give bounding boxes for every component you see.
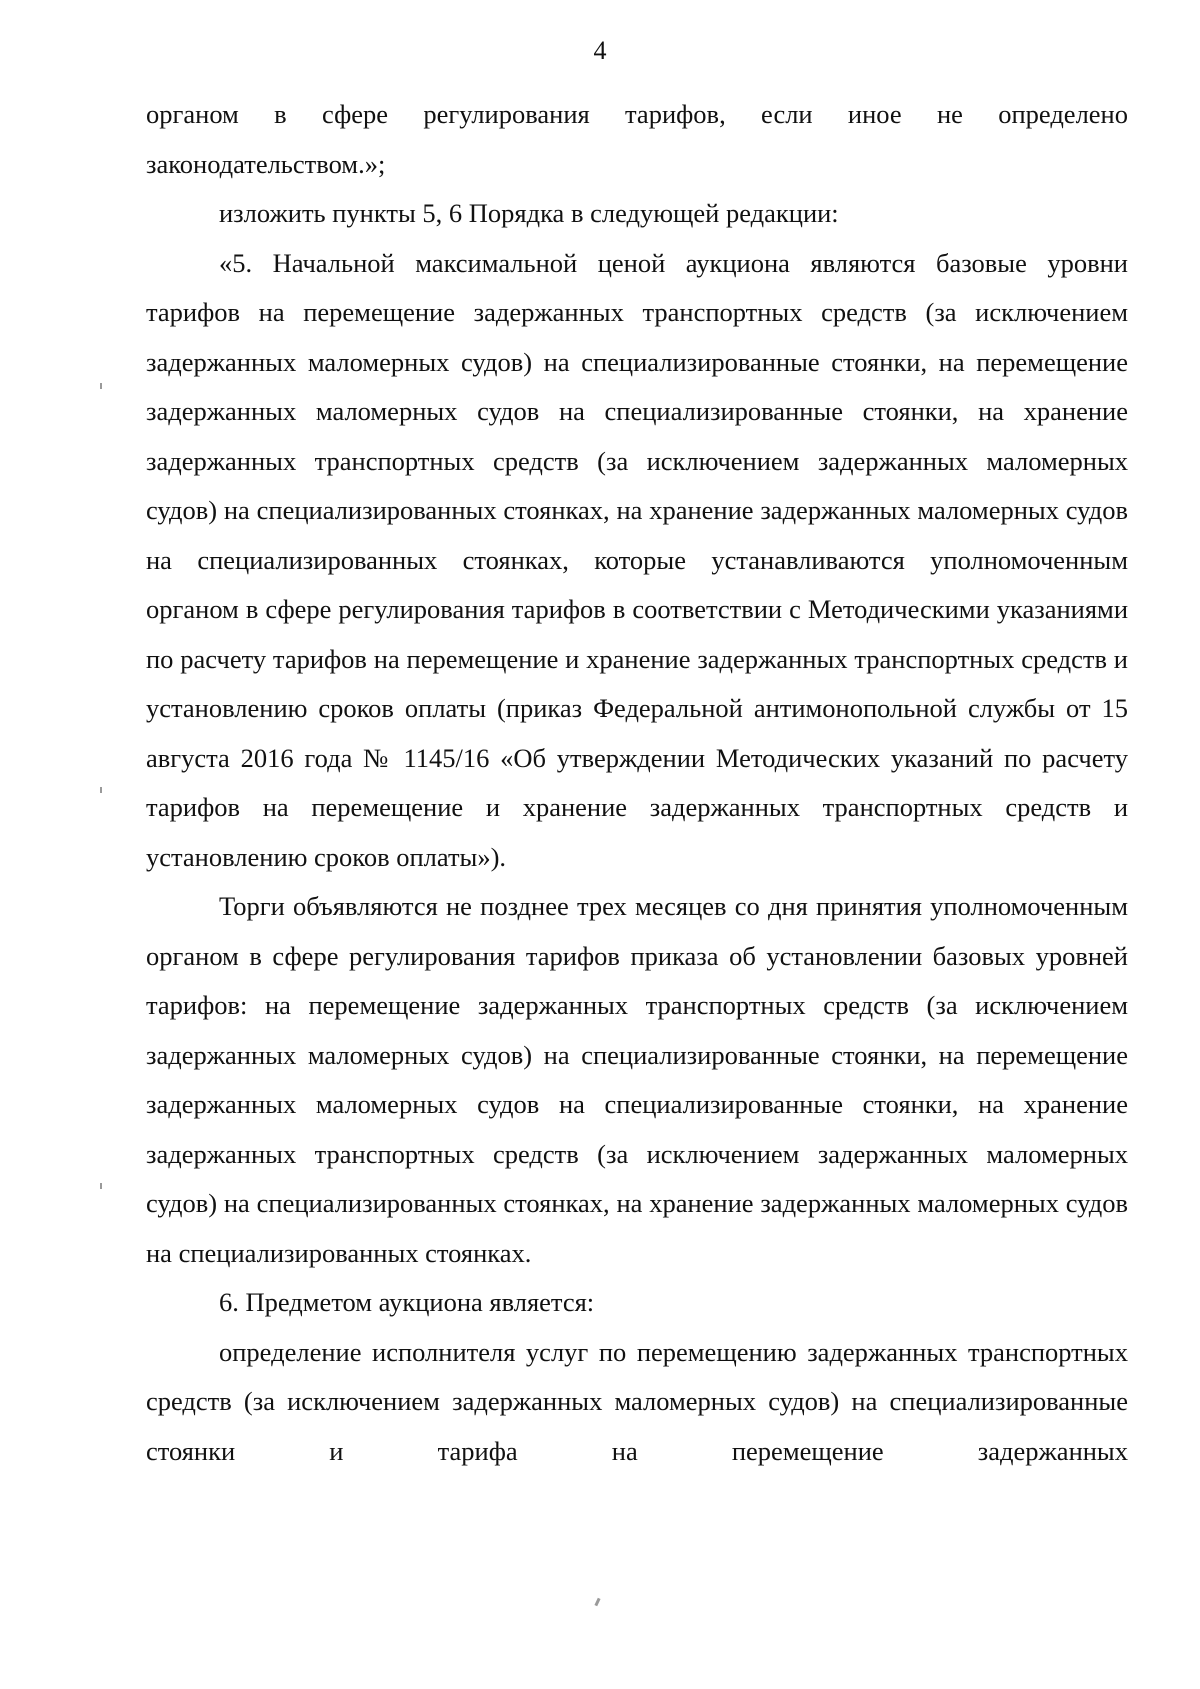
paragraph-auction-subject: определение исполнителя услуг по перемещению задержанных транспортных средств (за исключением задержанных маломерных судов) на специализированные стоянки и тарифа на перемещение задержанных <box>146 1336 1128 1466</box>
paragraph-item-5: «5. Начальной максимальной ценой аукциона являются базовые уровни тарифов на перемещение задержанных транспортных средств (за исключением задержанных маломерных судов) на специализированные стоянки, на перемещение задержанных маломерных судов на специализированные стоянки, на хранение задержанных транспортных средств (за исключением задержанных маломерных судов) на специализированных стоянках, на хранение задержанных маломерных судов на специализированных стоянках, которые устанавливаются уполномоченным органом в сфере регулирования тарифов в соответствии с Методическими указаниями по расчету тарифов на перемещение и хранение задержанных транспортных средств и установлению сроков оплаты (приказ Федеральной антимонопольной службы от 15 августа 2016 года № 1145/16 «Об утверждении Методических указаний по расчету тарифов на перемещение и хранение задержанных транспортных средств и установлению сроков оплаты»). <box>146 247 1128 872</box>
paragraph-continuation: органом в сфере регулирования тарифов, если иное не определено законодательством.»; <box>146 99 1128 179</box>
scan-footer-mark <box>594 1598 600 1607</box>
scan-margin-mark <box>100 787 102 793</box>
scan-margin-mark <box>100 1183 102 1189</box>
paragraph-amendment-intro: изложить пункты 5, 6 Порядка в следующей редакции: <box>219 198 839 228</box>
paragraph-auction-timing: Торги объявляются не позднее трех месяцев со дня принятия уполномоченным органом в сфере регулирования тарифов приказа об установлении базовых уровней тарифов: на перемещение задержанных транспортных средств (за исключением задержанных маломерных судов) на специализированные стоянки, на перемещение задержанных маломерных судов на специализированные стоянки, на хранение задержанных транспортных средств (за исключением задержанных маломерных судов) на специализированных стоянках, на хранение задержанных маломерных судов на специализированных стоянках. <box>146 891 1128 1268</box>
paragraph-item-6: 6. Предметом аукциона является: <box>219 1287 595 1317</box>
scan-margin-mark <box>100 383 102 389</box>
document-body <box>146 90 1128 1476</box>
page-number: 4 <box>593 36 607 65</box>
